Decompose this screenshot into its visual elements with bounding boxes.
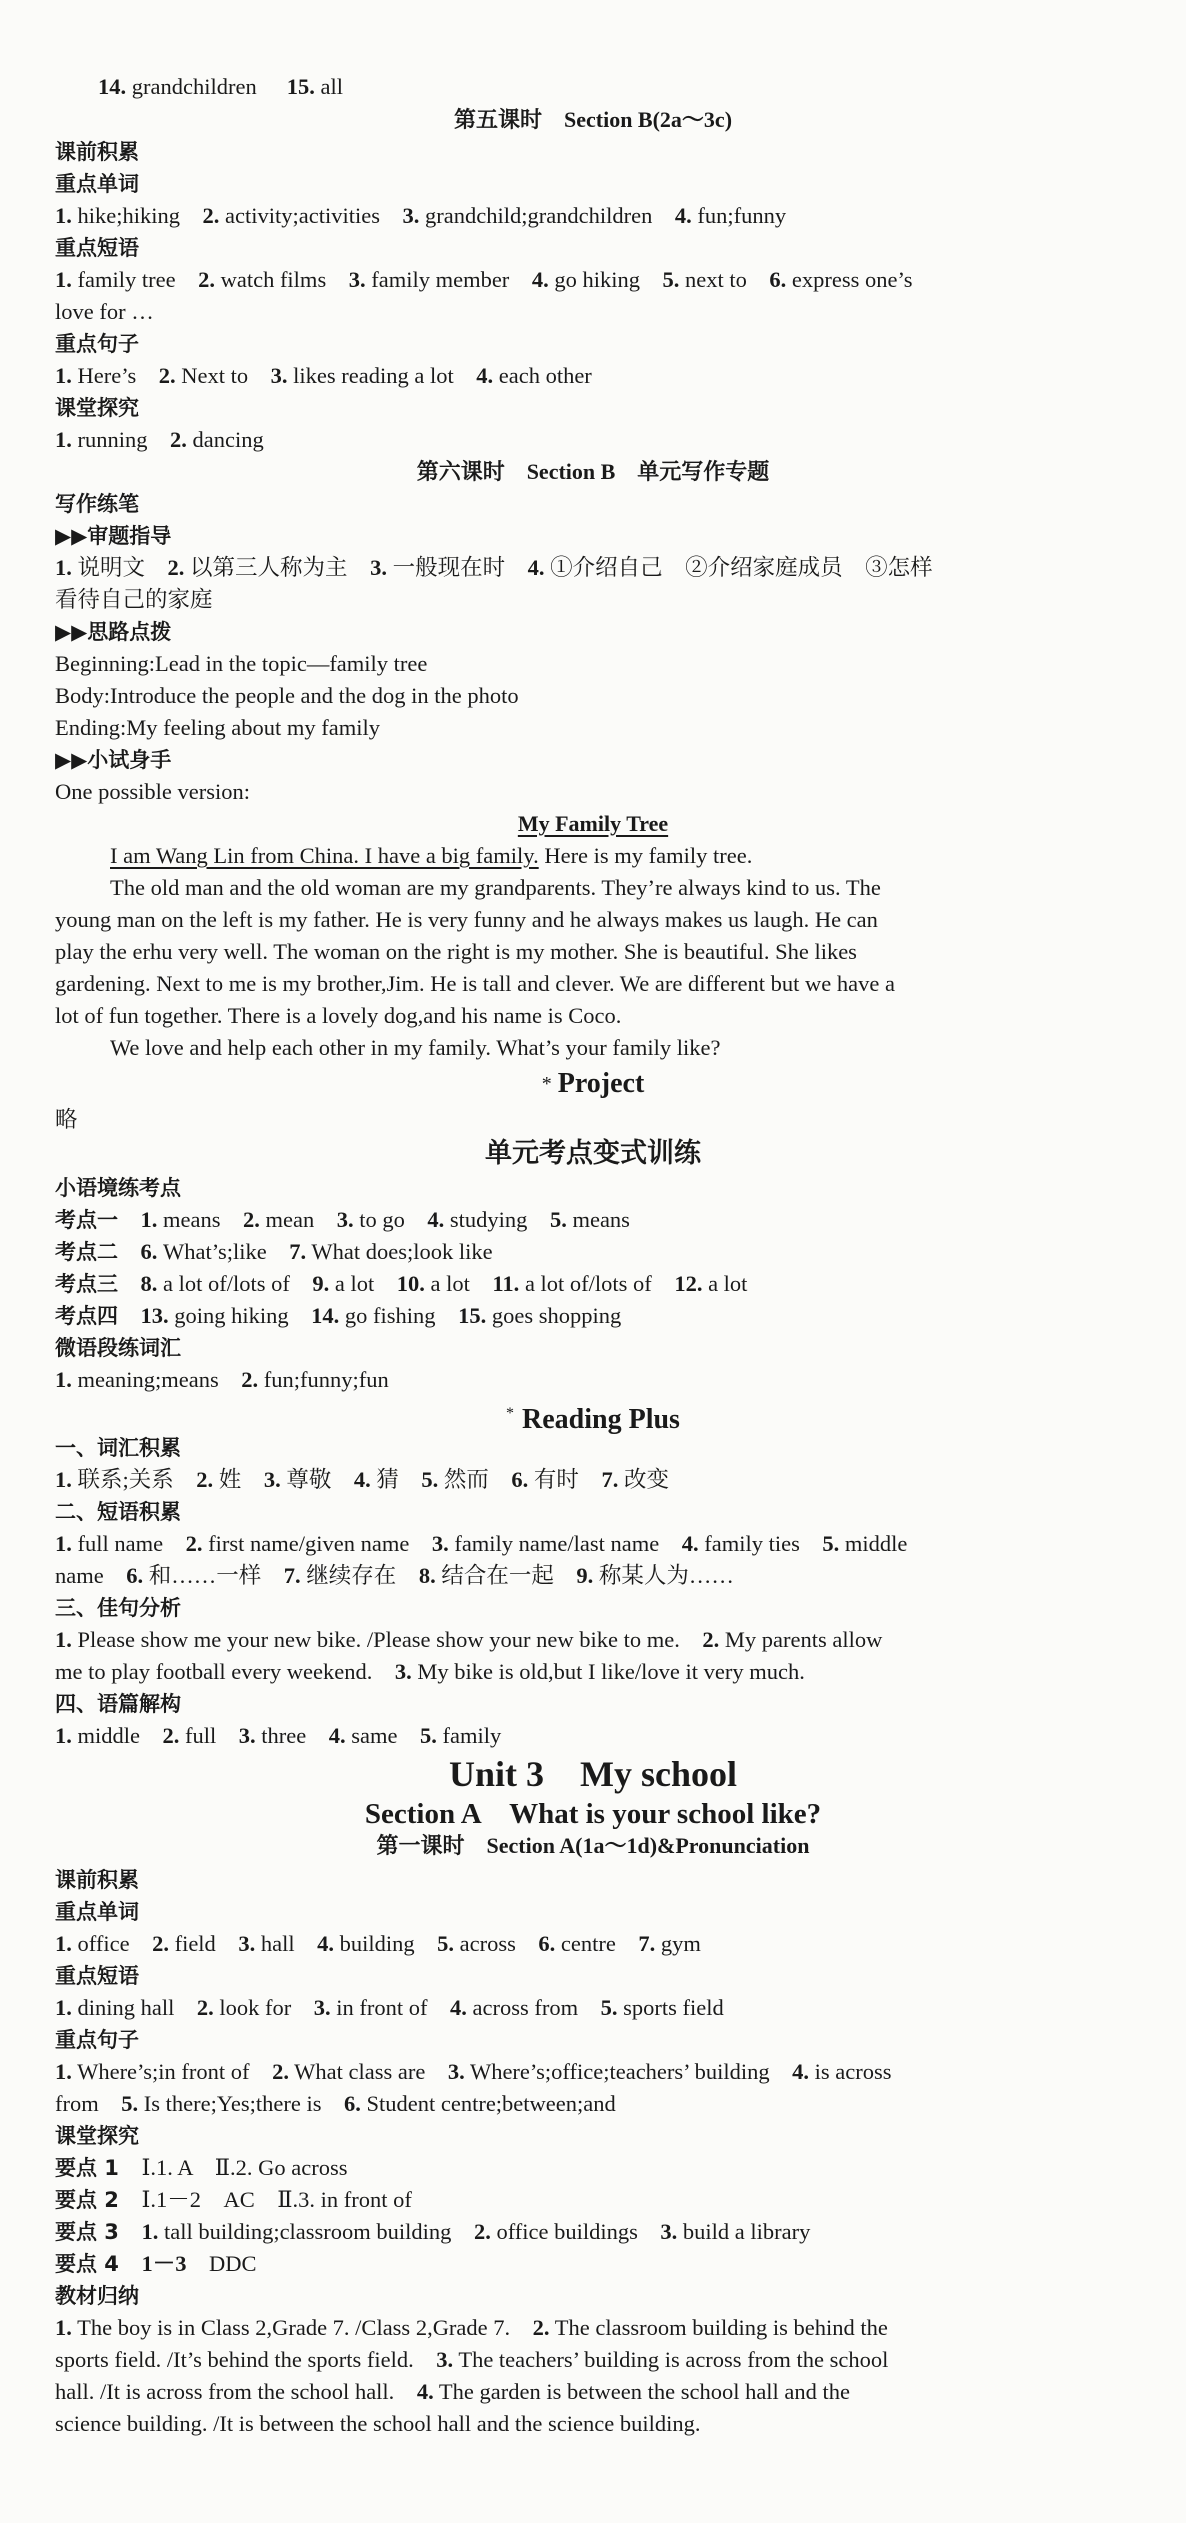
- essay-para-3: We love and help each other in my family. What’s your family like?: [110, 1035, 721, 1060]
- textbook-line-2: sports field. /It’s behind the sports field. 3. The teachers’ building is across from the school: [55, 2347, 889, 2372]
- heading-context: 小语境练考点: [55, 1176, 181, 1200]
- heading-phrase-bank: 二、短语积累: [55, 1500, 181, 1524]
- textbook-line-1: 1. The boy is in Class 2,Grade 7. /Class 2,Grade 7. 2. The classroom building is behind the: [55, 2315, 888, 2340]
- textbook-line-3: hall. /It is across from the school hall. 4. The garden is between the school hall and the: [55, 2379, 851, 2404]
- u3-heading-classroom: 课堂探究: [55, 2124, 139, 2148]
- vocab-line: 1. 联系;关系 2. 姓 3. 尊敬 4. 猜 5. 然而 6. 有时 7. 改变: [55, 1467, 669, 1492]
- u3-heading-key-words: 重点单词: [55, 1900, 139, 1924]
- heading-vocab: 一、词汇积累: [55, 1436, 181, 1460]
- guide-line-1: 1. 说明文 2. 以第三人称为主 3. 一般现在时 4. ①介绍自己 ②介绍家庭成员 ③怎样: [55, 555, 933, 580]
- unit3-lesson-title: 第一课时 Section A(1a～1d)&Pronunciation: [376, 1833, 810, 1858]
- u3-heading-textbook: 教材归纳: [55, 2284, 139, 2308]
- essay-para-2-line-3: play the erhu very well. The woman on the right is my mother. She is beautiful. She likes: [55, 939, 857, 964]
- essay-para-2-line-1: The old man and the old woman are my grandparents. They’re always kind to us. The: [110, 875, 881, 900]
- u3-heading-pre-study: 课前积累: [55, 1868, 139, 1892]
- essay-para-1: I am Wang Lin from China. I have a big family. Here is my family tree.: [110, 843, 753, 868]
- heading-classroom: 课堂探究: [55, 396, 139, 420]
- sentence-line-2: me to play football every weekend. 3. My bike is old,but I like/love it very much.: [55, 1659, 805, 1684]
- u3-key-words-line: 1. office 2. field 3. hall 4. building 5. across 6. centre 7. gym: [55, 1931, 701, 1956]
- structure-line: 1. middle 2. full 3. three 4. same 5. family: [55, 1723, 502, 1748]
- u3-key-sentences-line-1: 1. Where’s;in front of 2. What class are 3. Where’s;office;teachers’ building 4. is across: [55, 2059, 892, 2084]
- top-line: 14. grandchildren 15. all: [98, 74, 343, 99]
- u3-key-phrases-line: 1. dining hall 2. look for 3. in front of 4. across from 5. sports field: [55, 1995, 724, 2020]
- kaodian-2: 考点二 6. What’s;like 7. What does;look like: [55, 1239, 493, 1264]
- guide-line-2: 看待自己的家庭: [55, 587, 213, 612]
- sentence-line-1: 1. Please show me your new bike. /Please show your new bike to me. 2. My parents allow: [55, 1627, 883, 1652]
- micro-line: 1. meaning;means 2. fun;funny;fun: [55, 1367, 389, 1392]
- heading-key-phrases: 重点短语: [55, 236, 139, 260]
- heading-try: ▶▶小试身手: [55, 748, 172, 772]
- point-1: 要点 1 Ⅰ.1. A Ⅱ.2. Go across: [55, 2155, 348, 2180]
- reading-plus-title: * Reading Plus: [506, 1404, 680, 1435]
- outline-body: Body:Introduce the people and the dog in the photo: [55, 683, 519, 708]
- project-title: * Project: [541, 1068, 645, 1099]
- project-body: 略: [55, 1107, 78, 1132]
- heading-key-sentences: 重点句子: [55, 332, 139, 356]
- key-sentences-line: 1. Here’s 2. Next to 3. likes reading a lot 4. each other: [55, 363, 592, 388]
- essay-title: My Family Tree: [517, 811, 669, 836]
- key-phrases-cont: love for …: [55, 299, 154, 324]
- kaodian-4: 考点四 13. going hiking 14. go fishing 15. goes shopping: [55, 1303, 622, 1328]
- unit3-section-title: Section A What is your school like?: [364, 1798, 822, 1830]
- essay-para-2-line-2: young man on the left is my father. He is very funny and he always makes us laugh. He can: [55, 907, 878, 932]
- point-3: 要点 3 1. tall building;classroom building 2. office buildings 3. build a library: [55, 2219, 811, 2244]
- heading-structure: 四、语篇解构: [55, 1692, 181, 1716]
- heading-key-words: 重点单词: [55, 172, 139, 196]
- heading-pre-study: 课前积累: [55, 140, 139, 164]
- key-phrases-line: 1. family tree 2. watch films 3. family member 4. go hiking 5. next to 6. express one’s: [55, 267, 913, 292]
- unit3-title: Unit 3 My school: [449, 1754, 737, 1794]
- point-2: 要点 2 Ⅰ.1－2 AC Ⅱ.3. in front of: [55, 2187, 412, 2212]
- lesson5-title: 第五课时 Section B(2a～3c): [453, 107, 733, 132]
- outline-ending: Ending:My feeling about my family: [55, 715, 380, 740]
- heading-writing: 写作练笔: [55, 492, 139, 516]
- drill-title: 单元考点变式训练: [485, 1138, 701, 1169]
- textbook-line-4: science building. /It is between the school hall and the science building.: [55, 2411, 701, 2436]
- kaodian-3: 考点三 8. a lot of/lots of 9. a lot 10. a lot 11. a lot of/lots of 12. a lot: [55, 1271, 748, 1296]
- point-4: 要点 4 1－3 DDC: [55, 2251, 257, 2276]
- essay-para-2-line-4: gardening. Next to me is my brother,Jim. He is tall and clever. We are different but we have a: [55, 971, 895, 996]
- essay-para-2-line-5: lot of fun together. There is a lovely dog,and his name is Coco.: [55, 1003, 622, 1028]
- heading-ideas: ▶▶思路点拨: [55, 620, 172, 644]
- heading-micro: 微语段练词汇: [55, 1336, 181, 1360]
- phrase-line-1: 1. full name 2. first name/given name 3. family name/last name 4. family ties 5. middle: [55, 1531, 908, 1556]
- u3-heading-key-sentences: 重点句子: [55, 2028, 139, 2052]
- phrase-line-2: name 6. 和……一样 7. 继续存在 8. 结合在一起 9. 称某人为……: [55, 1563, 734, 1588]
- heading-sentence-analysis: 三、佳句分析: [55, 1596, 181, 1620]
- classroom-line: 1. running 2. dancing: [55, 427, 264, 452]
- outline-beginning: Beginning:Lead in the topic—family tree: [55, 651, 428, 676]
- key-words-line: 1. hike;hiking 2. activity;activities 3. grandchild;grandchildren 4. fun;funny: [55, 203, 787, 228]
- u3-heading-key-phrases: 重点短语: [55, 1964, 139, 1988]
- possible-version-label: One possible version:: [55, 779, 250, 804]
- kaodian-1: 考点一 1. means 2. mean 3. to go 4. studying 5. means: [55, 1207, 630, 1232]
- u3-key-sentences-line-2: from 5. Is there;Yes;there is 6. Student centre;between;and: [55, 2091, 616, 2116]
- heading-guide: ▶▶审题指导: [55, 524, 172, 548]
- lesson6-title: 第六课时 Section B 单元写作专题: [416, 459, 770, 484]
